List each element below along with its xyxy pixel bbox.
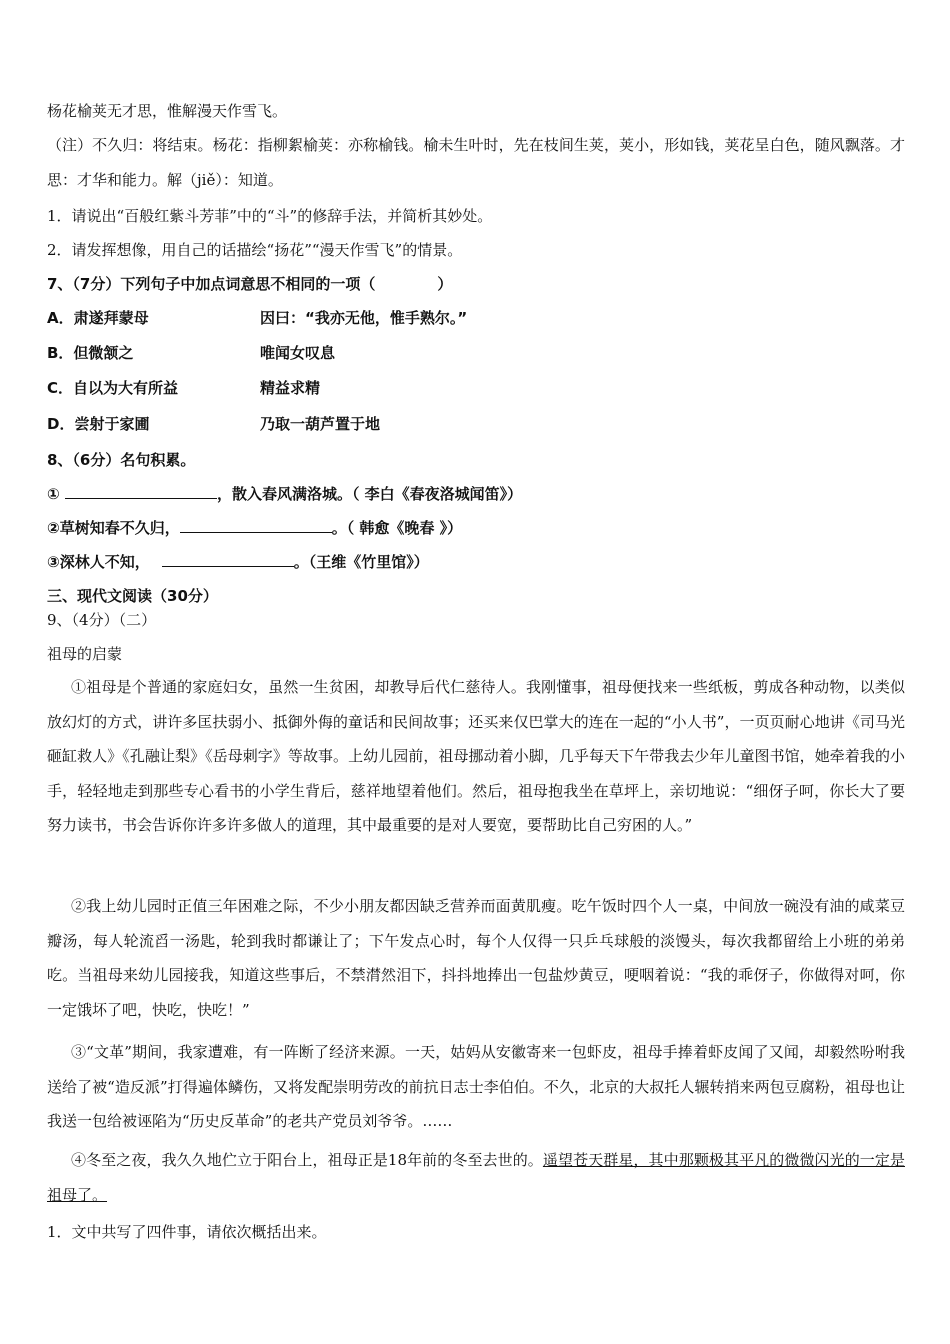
question-9-heading: 9、（4分）（二） (47, 611, 157, 629)
line-1-text: ，散入春风满洛城。（ 李白《春夜洛城闻笛》） (216, 485, 523, 503)
line-1-marker: ① (47, 485, 60, 503)
question-8-line-1 (47, 484, 522, 504)
line-3-text-b: 。（王维《竹里馆》） (293, 553, 429, 571)
option-d-right: 乃取一葫芦置于地 (260, 415, 381, 433)
line-3-text-a: ③深林人不知， (47, 553, 150, 571)
option-b-left: B．但微颔之 (47, 344, 134, 362)
option-c-right: 精益求精 (260, 379, 321, 397)
paragraph-2: ②我上幼儿园时正值三年困难之际，不少小朋友都因缺乏营养而面黄肌瘦。吃午饭时四个人一桌，中间放一碗没有油的咸菜豆瓣汤，每人轮流舀一汤匙，轮到我时都谦让了；下午发点心时，每个人仅得一只乒乓球般的淡馒头，每次我都留给上小班的弟弟吃。当祖母来幼儿园接我，知道这些事后，不禁潸然泪下，抖抖地捧出一包盐炒黄豆，哽咽着说：“我的乖伢子，你做得对呵，你一定饿坏了吧，快吃，快吃！” (47, 897, 905, 1019)
option-b-right: 唯闻女叹息 (260, 344, 336, 362)
question-8-stem: 8、（6分）名句积累。 (47, 451, 196, 469)
question-7-stem (47, 274, 452, 294)
paragraph-4-underlined: 遥望苍天群星，其中那颗极其平凡的微微闪光的一定是祖母了。 (47, 1151, 905, 1204)
section-3-heading: 三、现代文阅读（30分） (47, 587, 218, 605)
option-c-left: C．自以为大有所益 (47, 379, 179, 397)
fill-blank-3[interactable] (162, 552, 294, 567)
question-9-1: 1．文中共写了四件事，请依次概括出来。 (47, 1223, 327, 1241)
line-2-text-b: 。（ 韩愈《晚春 》） (331, 519, 463, 537)
paragraph-4-text: ④冬至之夜，我久久地伫立于阳台上，祖母正是18年前的冬至去世的。 (71, 1151, 543, 1169)
question-6-1: 1．请说出“百般红紫斗芳菲”中的“斗”的修辞手法，并简析其妙处。 (47, 207, 493, 225)
option-a-right: 因曰：“我亦无他，惟手熟尔。” (260, 309, 468, 327)
paragraph-3: ③“文革”期间，我家遭难，有一阵断了经济来源。一天，姑妈从安徽寄来一包虾皮，祖母手捧着虾皮闻了又闻，却毅然吩咐我送给了被“造反派”打得遍体鳞伤，又将发配崇明劳改的前抗日志士李伯伯。不久，北京的大叔托人辗转捎来两包豆腐粉，祖母也让我送一包给被诬陷为“历史反革命”的老共产党员刘爷爷。…… (47, 1043, 905, 1130)
paragraph-4 (47, 1143, 905, 1212)
fill-blank-1[interactable] (65, 484, 217, 499)
option-d-left: D．尝射于家圃 (47, 415, 150, 433)
line-2-text-a: ②草树知春不久归， (47, 519, 180, 537)
poem-note: （注）不久归：将结束。杨花：指柳絮榆荚：亦称榆钱。榆未生叶时，先在枝间生荚，荚小，形如钱，荚花呈白色，随风飘落。才思：才华和能力。解（jiě）：知道。 (47, 136, 905, 189)
article-title: 祖母的启蒙 (47, 645, 123, 663)
question-8-line-3 (47, 552, 429, 572)
fill-blank-2[interactable] (180, 518, 332, 533)
question-8-line-2 (47, 518, 462, 538)
option-a-left: A．肃遂拜蒙母 (47, 309, 149, 327)
question-6-2: 2．请发挥想像，用自己的话描绘“扬花”“漫天作雪飞”的情景。 (47, 241, 463, 259)
paragraph-1: ①祖母是个普通的家庭妇女，虽然一生贫困，却教导后代仁慈待人。我刚懂事，祖母便找来一些纸板，剪成各种动物，以类似放幻灯的方式，讲许多匡扶弱小、抵御外侮的童话和民间故事；还买来仅巴掌大的连在一起的“小人书”，一页页耐心地讲《司马光砸缸救人》《孔融让梨》《岳母刺字》等故事。上幼儿园前，祖母挪动着小脚，几乎每天下午带我去少年儿童图书馆，她牵着我的小手，轻轻地走到那些专心看书的小学生背后，慈祥地望着他们。然后，祖母抱我坐在草坪上，亲切地说：“细伢子呵，你长大了要努力读书，书会告诉你许多许多做人的道理，其中最重要的是对人要宽，要帮助比自己穷困的人。” (47, 678, 905, 834)
poem-last-line: 杨花榆荚无才思，惟解漫天作雪飞。 (47, 102, 288, 120)
question-7-stem-text: 7、（7分）下列句子中加点词意思不相同的一项（ (47, 275, 376, 293)
question-7-paren-close: ） (437, 275, 453, 293)
